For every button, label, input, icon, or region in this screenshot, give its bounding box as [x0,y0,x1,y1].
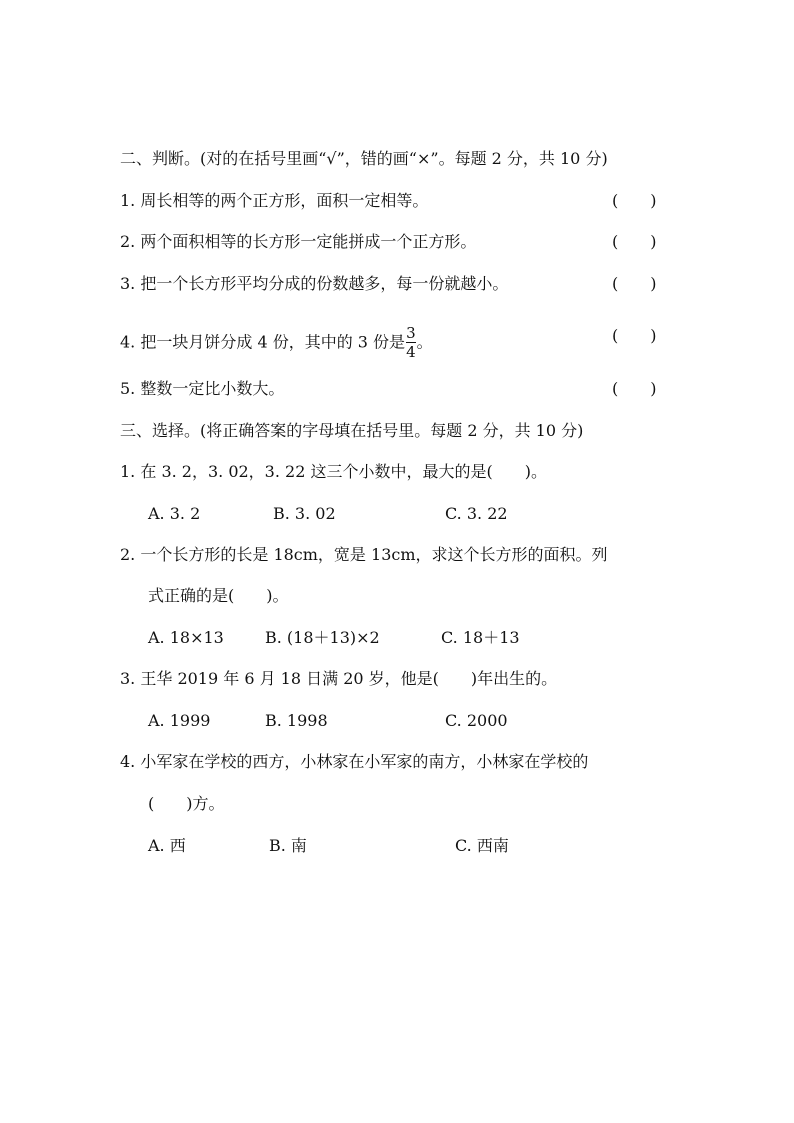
answer-paren-3[interactable]: ( ) [612,274,657,293]
choice-question-2: 2. 一个长方形的长是 18cm，宽是 13cm，求这个长方形的面积。列 [120,545,608,564]
choice-question-2-cont: 式正确的是( )。 [148,586,289,605]
q3-option-a[interactable]: A. 1999 [148,711,211,730]
judge-item-2: 2. 两个面积相等的长方形一定能拼成一个正方形。 [120,232,477,251]
judge-item-4-end: 。 [416,332,433,352]
section-3-title: 三、选择。(将正确答案的字母填在括号里。每题 2 分，共 10 分) [120,421,584,440]
answer-paren-1[interactable]: ( ) [612,191,657,210]
answer-paren-4[interactable]: ( ) [612,326,657,345]
fraction [406,325,416,361]
q1-option-a[interactable]: A. 3. 2 [148,504,201,523]
choice-question-1: 1. 在 3. 2，3. 02，3. 22 这三个小数中，最大的是( )。 [120,462,547,481]
answer-paren-2[interactable]: ( ) [612,232,657,251]
q1-option-b[interactable]: B. 3. 02 [273,504,336,523]
judge-item-4 [120,325,433,361]
fraction-numerator: 3 [406,324,416,342]
section-2-title: 二、判断。(对的在括号里画“√”，错的画“×”。每题 2 分，共 10 分) [120,149,608,168]
q4-option-c[interactable]: C. 西南 [455,836,509,855]
q4-option-a[interactable]: A. 西 [148,836,186,855]
q2-option-b[interactable]: B. (18＋13)×2 [265,628,380,647]
judge-item-3: 3. 把一个长方形平均分成的份数越多，每一份就越小。 [120,274,509,293]
choice-question-3: 3. 王华 2019 年 6 月 18 日满 20 岁，他是( )年出生的。 [120,669,558,688]
q2-option-c[interactable]: C. 18＋13 [441,628,520,647]
q3-option-c[interactable]: C. 2000 [445,711,508,730]
q1-option-c[interactable]: C. 3. 22 [445,504,508,523]
judge-item-5: 5. 整数一定比小数大。 [120,379,285,398]
judge-item-4-text: 4. 把一块月饼分成 4 份，其中的 3 份是 [120,332,406,352]
judge-item-1: 1. 周长相等的两个正方形，面积一定相等。 [120,191,429,210]
choice-question-4: 4. 小军家在学校的西方，小林家在小军家的南方，小林家在学校的 [120,752,589,771]
answer-paren-5[interactable]: ( ) [612,379,657,398]
fraction-denominator: 4 [406,343,416,361]
q4-option-b[interactable]: B. 南 [269,836,307,855]
choice-question-4-cont: ( )方。 [148,794,225,813]
q3-option-b[interactable]: B. 1998 [265,711,328,730]
q2-option-a[interactable]: A. 18×13 [148,628,224,647]
